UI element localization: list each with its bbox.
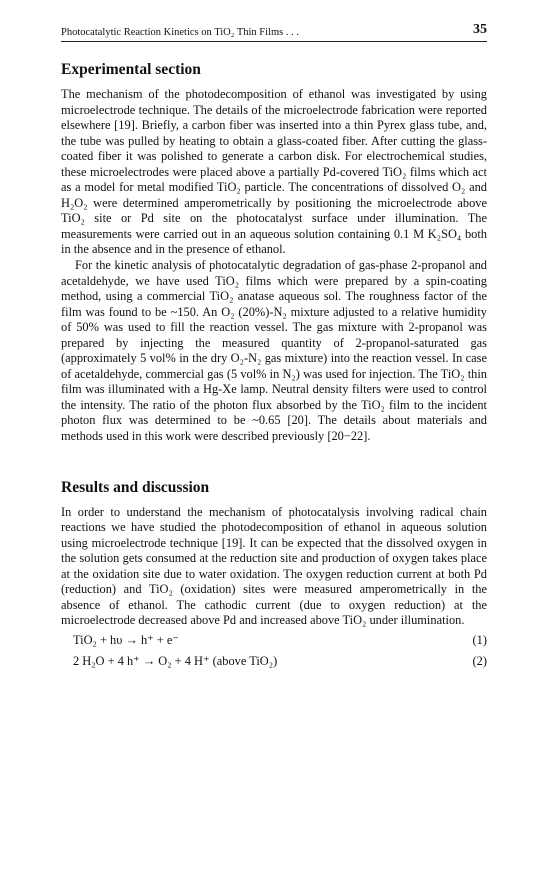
equation-2-text: 2 H₂O + 4 h⁺ → O₂ + 4 H⁺ (above TiO₂)	[73, 654, 278, 669]
equation-1-text: TiO₂ + hυ → h⁺ + e⁻	[73, 632, 179, 647]
section-heading-results: Results and discussion	[61, 478, 210, 496]
page	[61, 22, 487, 670]
running-title: Photocatalytic Reaction Kinetics on TiO₂ Thin Films . . .	[61, 27, 299, 38]
equation-1	[61, 633, 487, 649]
equation-2-number: (2)	[472, 654, 487, 669]
running-header	[61, 22, 487, 42]
equation-2	[61, 654, 487, 670]
experimental-paragraph-1: The mechanism of the photodecomposition of ethanol was investigated by using microelectrode technique. The details of the microelectrode fabrication were reported elsewhere [19]. Briefly, a carbon fiber was inserted into a thin Pyrex glass tube, and, the tube was pulled by heating to obtain a glass-coated fiber. After cutting the glass-coated fiber it was polished to generate a carbon disk. For electrochemical studies, these microelectrodes were placed above a partially Pd-covered TiO₂ films which act as a model for metal modified TiO₂ particle. The concentrations of dissolved O₂ and H₂O₂ were determined amperometrically by positioning the microelectrode above TiO₂ site or Pd site on the photocatalyst surface under illumination. The measurements were carried out in an aqueous solution containing 0.1 M K₂SO₄ both in the absence and in the presence of ethanol.	[61, 87, 487, 257]
section-heading-experimental: Experimental section	[61, 61, 201, 78]
equation-1-number: (1)	[472, 632, 487, 647]
page-number: 35	[473, 22, 487, 37]
results-paragraph-1: In order to understand the mechanism of photocatalysis involving radical chain reactions we have studied the photodecomposition of ethanol in aqueous solution using microelectrode technique [19]. It can be expected that the dissolved oxygen in the solution gets consumed at the reduction site and production of oxygen takes place at the oxidation site due to water oxidation. The oxygen reduction current at both Pd (reduction) and TiO₂ (oxidation) sites were measured amperometrically in the absence of ethanol. The cathodic current (due to oxygen reduction) at the microelectrode decreased above Pd and increased above TiO₂ under illumination.	[61, 504, 487, 628]
experimental-paragraph-2: For the kinetic analysis of photocatalytic degradation of gas-phase 2-propanol and acetaldehyde, we have used TiO₂ films which were prepared by a spin-coating method, using a commercial TiO₂ anatase aqueous sol. The roughness factor of the film was found to be ~150. An O₂ (20%)-N₂ mixture adjusted to a relative humidity of 50% was used to fill the reaction vessel. The gas mixture with 2-propanol was prepared by injecting the measured quantity of 2-propanol-saturated gas (approximately 5 vol% in the dry O₂-N₂ gas mixture) into the reaction vessel. In case of acetaldehyde, commercial gas (5 vol% in N₂) was used for injection. The TiO₂ thin film was illuminated with a Hg-Xe lamp. Neutral density filters were used to control the intensity. The ratio of the photon flux absorbed by the TiO₂ film to the incident photon flux was determined to be ~0.65 [20]. The details about materials and methods used in this work were described previously [20−22].	[61, 258, 487, 444]
